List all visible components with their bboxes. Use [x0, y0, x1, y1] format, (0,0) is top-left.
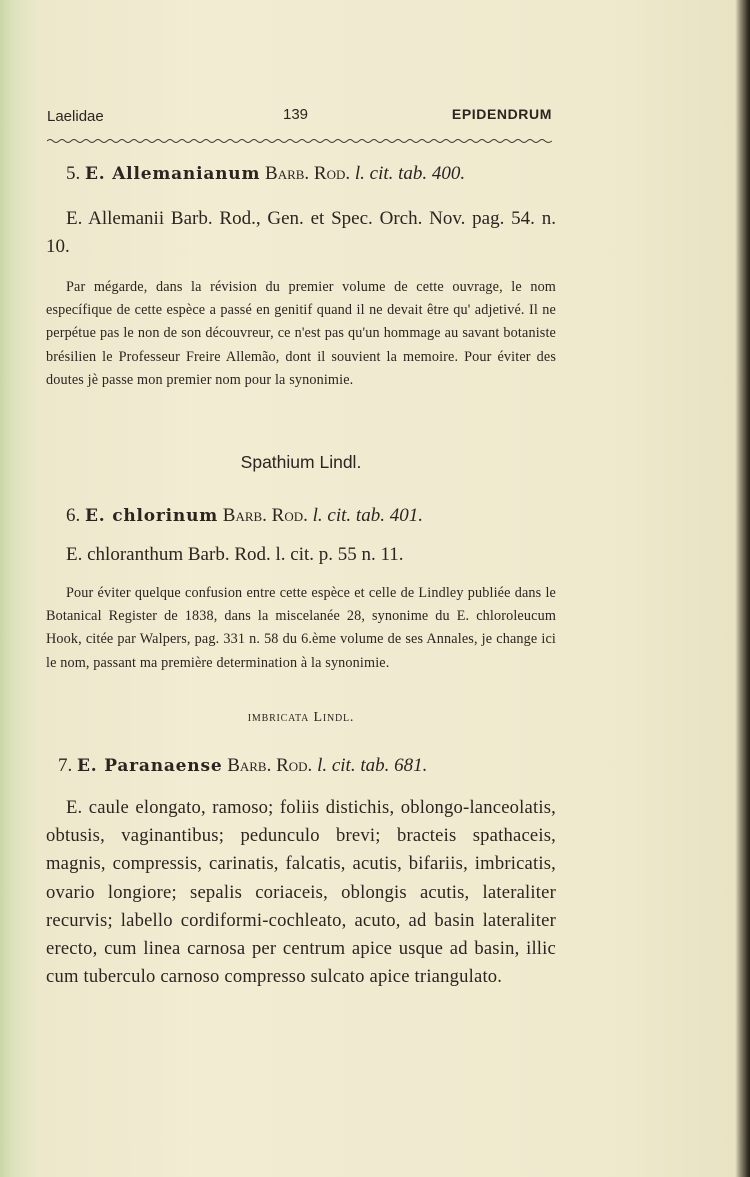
entry-6-note: Pour éviter quelque confusion entre cette espèce et celle de Lindley publiée dans le Botanical Register de 1838, dans la miscelanée 28, synonime du E. chloroleucum Hook, citée par Walpers, pag. 331 n. 58 du 6.ème volume de ses Annales, je change ici le nom, passant ma première determination à la synonimie.: [46, 585, 556, 671]
entry-5: [46, 160, 556, 392]
entry-7-ref: l. cit. tab. 681.: [317, 755, 428, 776]
binding-shadow: [736, 0, 750, 1177]
entry-6-name: E. chlorinum: [85, 506, 219, 526]
section-title: Spathium Lindl.: [240, 452, 362, 472]
header-genus: EPIDENDRUM: [451, 106, 552, 122]
entry-7-heading: [46, 752, 556, 780]
entry-7-number: 7.: [58, 755, 73, 776]
entry-5-note: Par mégarde, dans la révision du premier volume de cette ouvrage, le nom específique de cette espèce a passé en genitif quand il ne devait être qu' adjetivé. Il ne perpétue pas le non de son découvreur, ce n'est pas qu'un hommage au savant botaniste brésilien le Professeur Freire Allemão, dont il souvient la memoire. Pour éviter des doutes jè passe mon premier nom pour la synonimie.: [46, 279, 556, 388]
subsection-title: imbricata Lindl.: [247, 710, 355, 725]
entry-5-heading: [46, 160, 556, 188]
entry-5-author: Barb. Rod.: [265, 163, 351, 184]
entry-6-synonym: E. chloranthum Barb. Rod. l. cit. p. 55 n. 11.: [66, 544, 404, 565]
entry-6-author: Barb. Rod.: [222, 505, 308, 526]
entry-7-name: E. Paranaense: [77, 756, 223, 776]
entry-7-description: E. caule elongato, ramoso; foliis distichis, oblongo-lanceolatis, obtusis, vaginantibus; pedunculo brevi; bracteis spathaceis, magnis, compressis, carinatis, falcatis, acutis, bifariis, imbricatis, ovario longiore; sepalis coriaceis, oblongis acutis, lateraliter recurvis; labello cordiformi-cochleato, acuto, ad basin lateraliter erecto, cum linea carnosa per centrum apice usque ad basin, illic cum tuberculo carnoso compresso sulcato apice triangulato.: [46, 797, 556, 988]
entry-5-number: 5.: [66, 163, 81, 184]
page-number: 139: [283, 106, 309, 123]
entry-5-ref: l. cit. tab. 400.: [354, 163, 466, 184]
running-header: [47, 106, 552, 130]
entry-6-ref: l. cit. tab. 401.: [312, 505, 423, 526]
entry-6: [46, 502, 556, 675]
header-family: Laelidae: [47, 108, 104, 125]
entry-5-name: E. Allemanianum: [85, 164, 261, 184]
entry-7: [46, 752, 556, 991]
entry-6-heading: [46, 502, 556, 530]
entry-5-synonym: E. Allemanii Barb. Rod., Gen. et Spec. Orch. Nov. pag. 54. n. 10.: [46, 208, 556, 257]
entry-6-number: 6.: [66, 505, 81, 526]
entry-7-author: Barb. Rod.: [227, 755, 313, 776]
header-wavy-rule: [47, 137, 552, 145]
